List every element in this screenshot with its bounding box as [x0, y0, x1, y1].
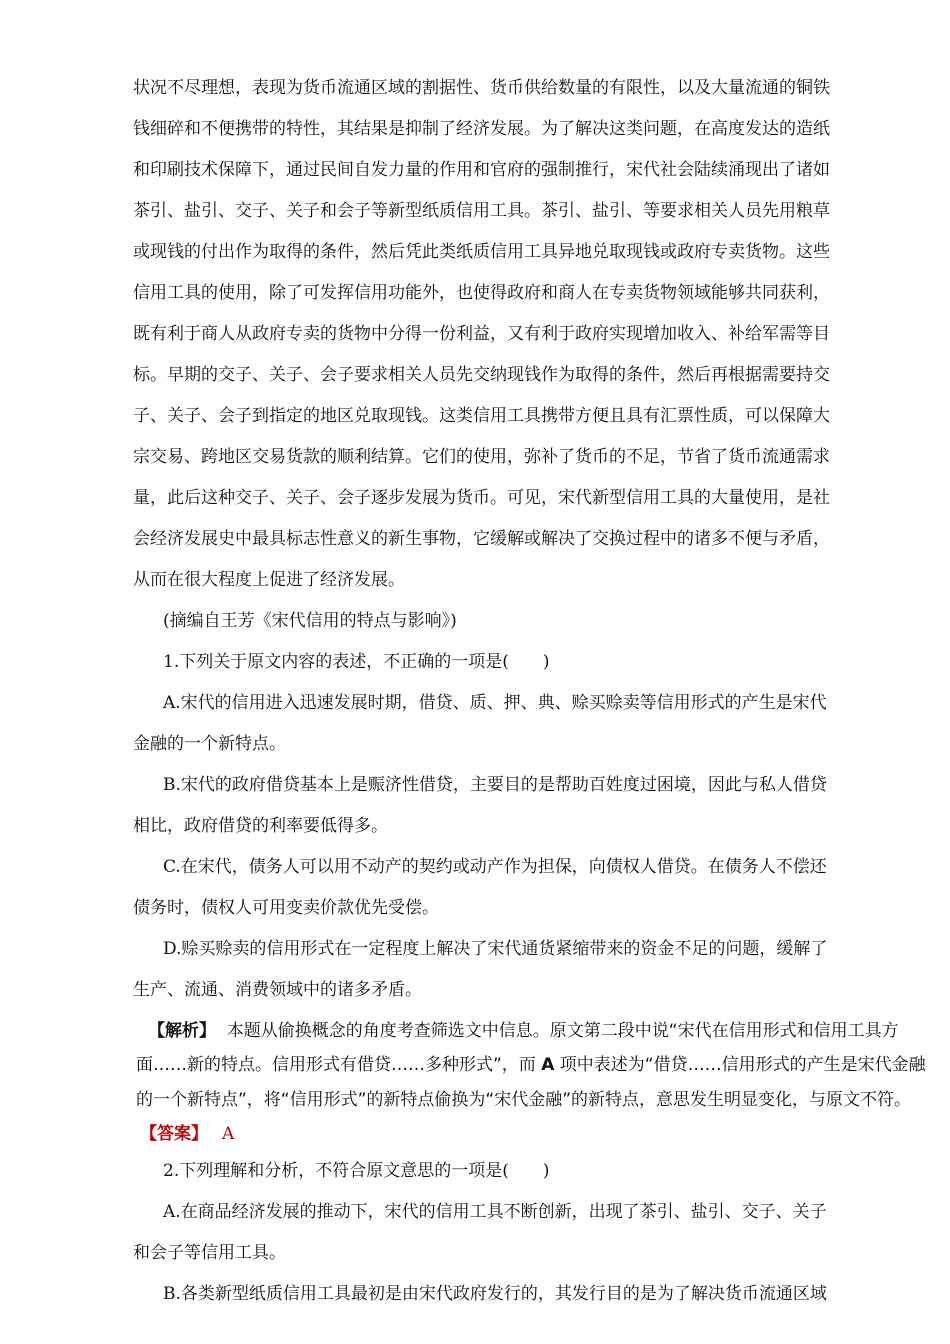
- question-1-option-d-cont: 生产、流通、消费领域中的诸多矛盾。: [133, 980, 422, 1000]
- passage-line: 标。早期的交子、关子、会子要求相关人员先交纳现钱作为取得的条件，然后再根据需要持交: [133, 365, 830, 385]
- passage-line: 子、关子、会子到指定的地区兑取现钱。这类信用工具携带方便且具有汇票性质，可以保障大: [133, 406, 830, 426]
- passage-line: 量，此后这种交子、关子、会子逐步发展为货币。可见，宋代新型信用工具的大量使用，是社: [133, 488, 830, 508]
- passage-line: 钱细碎和不便携带的特性，其结果是抑制了经济发展。为了解决这类问题，在高度发达的造纸: [133, 119, 830, 139]
- analysis-tag: 【解析】: [148, 1021, 216, 1041]
- question-1-option-d: D.赊买赊卖的信用形式在一定程度上解决了宋代通货紧缩带来的资金不足的问题，缓解了: [163, 939, 828, 959]
- analysis-option-letter: A: [541, 1055, 555, 1075]
- passage-line: 茶引、盐引、交子、关子和会子等新型纸质信用工具。茶引、盐引、等要求相关人员先用粮草: [133, 201, 830, 221]
- answer-value: A: [222, 1124, 235, 1144]
- answer-tag: 【答案】: [140, 1124, 208, 1144]
- passage-line: 既有利于商人从政府专卖的货物中分得一份利益，又有利于政府实现增加收入、补给军需等目: [133, 324, 830, 344]
- passage-line: 宗交易、跨地区交易货款的顺利结算。它们的使用，弥补了货币的不足，节省了货币流通需求: [133, 447, 830, 467]
- question-1-option-b: B.宋代的政府借贷基本上是赈济性借贷，主要目的是帮助百姓度过困境，因此与私人借贷: [163, 775, 827, 795]
- question-1-option-c: C.在宋代，债务人可以用不动产的契约或动产作为担保，向债权人借贷。在债务人不偿还: [163, 857, 827, 877]
- question-1-answer: [140, 1122, 830, 1146]
- question-1-option-b-cont: 相比，政府借贷的利率要低得多。: [133, 816, 388, 836]
- passage-source: (摘编自王芳《宋代信用的特点与影响》): [163, 611, 457, 631]
- question-2-stem: 2.下列理解和分析，不符合原文意思的一项是( ): [163, 1161, 550, 1181]
- analysis-text: 项中表述为“借贷……信用形式的产生是宋代金融: [554, 1055, 926, 1075]
- question-1-option-a: A.宋代的信用进入迅速发展时期，借贷、质、押、典、赊买赊卖等信用形式的产生是宋代: [163, 693, 827, 713]
- passage-line: 和印刷技术保障下，通过民间自发力量的作用和官府的强制推行，宋代社会陆续涌现出了诸如: [133, 160, 830, 180]
- analysis-text: 本题从偷换概念的角度考查筛选文中信息。原文第二段中说“宋代在信用形式和信用工具方: [226, 1021, 899, 1041]
- question-2-option-b: B.各类新型纸质信用工具最初是由宋代政府发行的，其发行目的是为了解决货币流通区域: [163, 1284, 827, 1304]
- analysis-text: 面……新的特点。信用形式有借贷……多种形式”，而: [136, 1055, 542, 1075]
- question-1-option-a-cont: 金融的一个新特点。: [133, 734, 286, 754]
- question-1-option-c-cont: 债务时，债权人可用变卖价款优先受偿。: [133, 898, 439, 918]
- question-2-option-a: A.在商品经济发展的推动下，宋代的信用工具不断创新，出现了茶引、盐引、交子、关子: [163, 1202, 827, 1222]
- passage-line: 或现钱的付出作为取得的条件，然后凭此类纸质信用工具异地兑取现钱或政府专卖货物。这些: [133, 242, 830, 262]
- passage-line: 状况不尽理想，表现为货币流通区域的割据性、货币供给数量的有限性，以及大量流通的铜铁: [133, 78, 830, 98]
- analysis-text: 的一个新特点”，将“信用形式”的新特点偷换为“宋代金融”的新特点，意思发生明显变化，与原文不符。: [136, 1090, 912, 1110]
- question-2-option-a-cont: 和会子等信用工具。: [133, 1243, 286, 1263]
- passage-line: 从而在很大程度上促进了经济发展。: [133, 570, 405, 590]
- question-1-stem: 1.下列关于原文内容的表述，不正确的一项是( ): [163, 652, 550, 672]
- passage-line: 信用工具的使用，除了可发挥信用功能外，也使得政府和商人在专卖货物领域能够共同获利，: [133, 283, 830, 303]
- passage-line: 会经济发展史中最具标志性意义的新生事物，它缓解或解决了交换过程中的诸多不便与矛盾，: [133, 529, 830, 549]
